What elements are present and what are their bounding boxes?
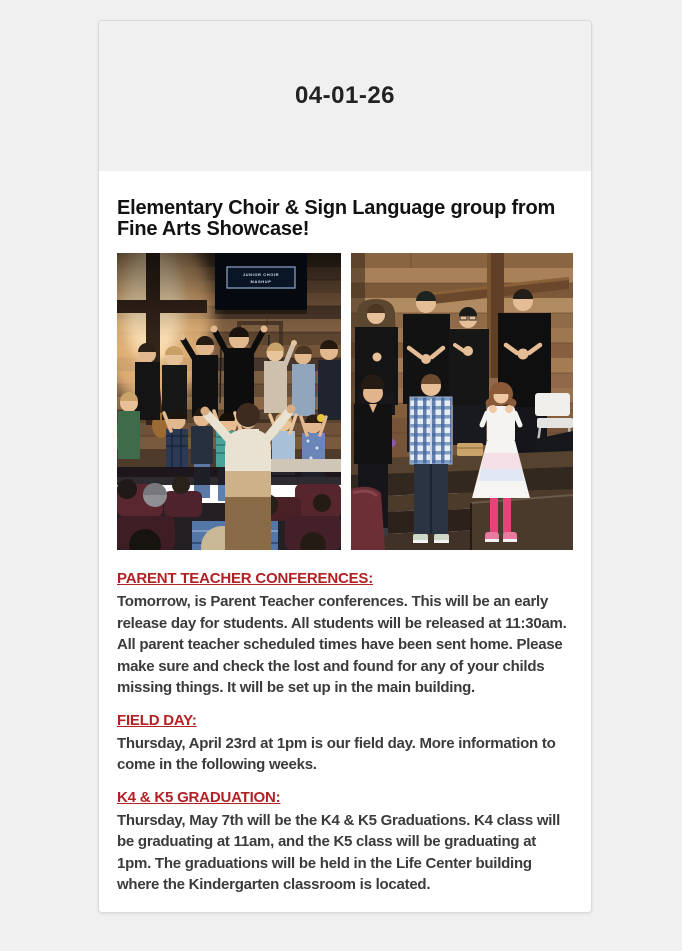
front-boy-plaid-shirt [410, 374, 452, 543]
headline: Elementary Choir & Sign Language group from Fine Arts Showcase! [117, 197, 556, 240]
section-k4-k5-graduation [117, 788, 573, 896]
basket [457, 443, 483, 456]
section-body: Thursday, April 23rd at 1pm is our field day. More information to come in the following weeks. [117, 734, 556, 773]
sign-language-photo [351, 253, 573, 550]
section-heading: K4 & K5 GRADUATION: [117, 788, 281, 806]
section-body: Tomorrow, is Parent Teacher conferences. This will be an early release day for students. All students will be released at 11:30am. All parent teacher scheduled times have been sent home. Please make sure and check the lost and found for any of your childs missing things. It will be set up in the main building. [117, 593, 567, 696]
junior-choir-photo [117, 253, 341, 550]
newsletter-card [98, 20, 592, 913]
tv-screen-text-line2: MASHUP [250, 279, 272, 284]
tv-screen-text-line1: JUNIOR CHOIR [242, 272, 280, 277]
newsletter-header [99, 21, 591, 171]
section-parent-teacher-conferences [117, 569, 573, 699]
section-heading: FIELD DAY: [117, 711, 197, 729]
photo-row [117, 253, 573, 550]
newsletter-body [99, 171, 591, 912]
section-heading: PARENT TEACHER CONFERENCES: [117, 570, 374, 587]
date-title: 04-01-26 [294, 82, 396, 109]
section-field-day [117, 711, 573, 776]
tv-screen [215, 253, 307, 314]
section-body: Thursday, May 7th will be the K4 & K5 Graduations. K4 class will be graduating at 11am, and the K5 class will be graduating at 1pm. The graduations will be held in the Life Center building where the Kindergarten classroom is located. [117, 811, 561, 893]
maroon-chair-corner [351, 487, 385, 550]
